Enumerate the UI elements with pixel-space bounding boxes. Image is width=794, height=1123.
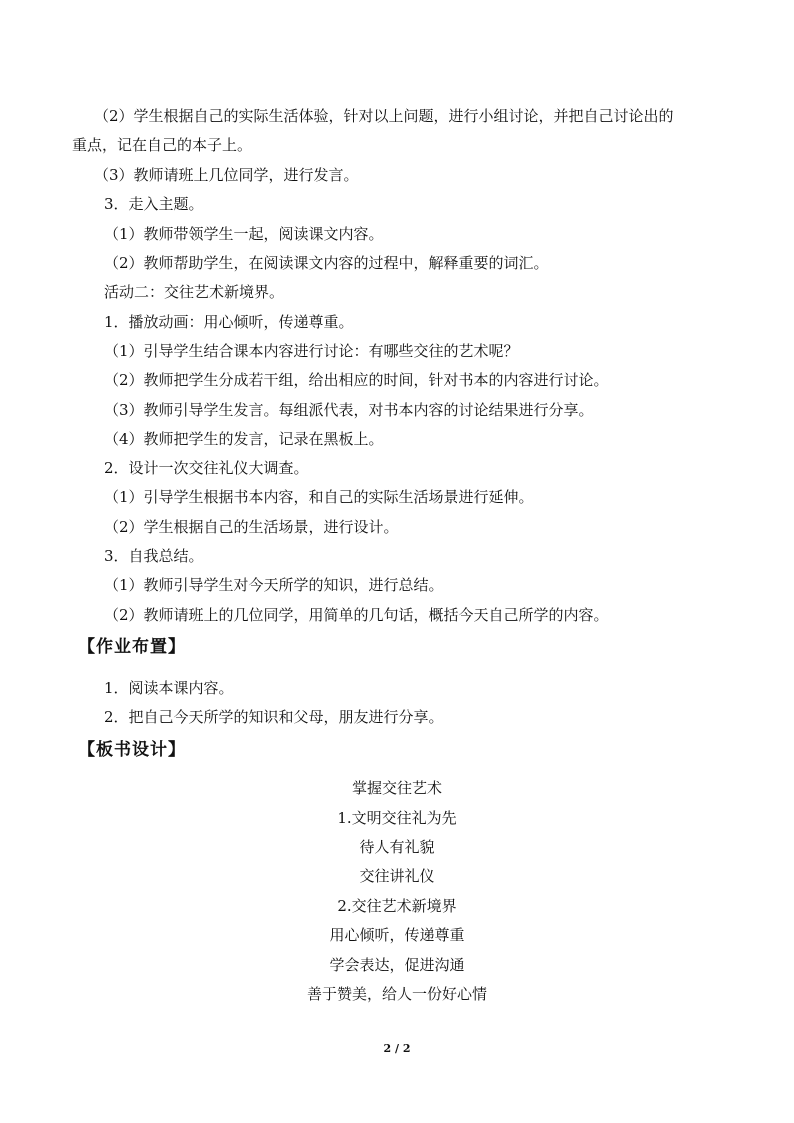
board-line: 掌握交往艺术 bbox=[351, 779, 442, 797]
text-line: （2）学生根据自己的生活场景，进行设计。 bbox=[104, 518, 399, 536]
text-line: 重点，记在自己的本子上。 bbox=[72, 136, 253, 154]
board-line: 交往讲礼仪 bbox=[359, 867, 435, 885]
board-line: 2.交往艺术新境界 bbox=[337, 897, 457, 915]
text-line: （3）教师引导学生发言。每组派代表，对书本内容的讨论结果进行分享。 bbox=[104, 401, 594, 419]
section-heading-homework: 【作业布置】 bbox=[78, 637, 186, 657]
homework-item: 2．把自己今天所学的知识和父母，朋友进行分享。 bbox=[104, 708, 444, 726]
board-line: 待人有礼貌 bbox=[359, 838, 435, 856]
text-line: 3．走入主题。 bbox=[104, 195, 204, 213]
section-heading-board: 【板书设计】 bbox=[78, 740, 186, 760]
text-line: （4）教师把学生的发言，记录在黑板上。 bbox=[104, 430, 384, 448]
board-line: 学会表达，促进沟通 bbox=[329, 956, 465, 974]
text-line: （1）引导学生根据书本内容，和自己的实际生活场景进行延伸。 bbox=[104, 488, 534, 506]
text-line: 1．播放动画：用心倾听，传递尊重。 bbox=[104, 313, 354, 331]
text-line: （2）教师把学生分成若干组，给出相应的时间，针对书本的内容进行讨论。 bbox=[104, 371, 609, 389]
text-line: （1）引导学生结合课本内容进行讨论：有哪些交往的艺术呢？ bbox=[104, 342, 519, 360]
board-line: 1.文明交往礼为先 bbox=[337, 809, 457, 827]
page-number: 2 / 2 bbox=[383, 1042, 411, 1055]
text-line: （2）教师请班上的几位同学，用简单的几句话，概括今天自己所学的内容。 bbox=[104, 606, 609, 624]
text-line: （1）教师带领学生一起，阅读课文内容。 bbox=[104, 225, 384, 243]
text-line: （3）教师请班上几位同学，进行发言。 bbox=[94, 166, 359, 184]
text-line: 3．自我总结。 bbox=[104, 547, 204, 565]
text-line: （2）教师帮助学生，在阅读课文内容的过程中，解释重要的词汇。 bbox=[104, 254, 549, 272]
text-line: 2．设计一次交往礼仪大调查。 bbox=[104, 459, 309, 477]
board-line: 用心倾听，传递尊重 bbox=[329, 926, 465, 944]
board-line: 善于赞美，给人一份好心情 bbox=[306, 985, 487, 1003]
text-line: 活动二：交往艺术新境界。 bbox=[104, 283, 285, 301]
homework-item: 1．阅读本课内容。 bbox=[104, 679, 234, 697]
text-line: （1）教师引导学生对今天所学的知识，进行总结。 bbox=[104, 576, 444, 594]
text-line: （2）学生根据自己的实际生活体验，针对以上问题，进行小组讨论，并把自己讨论出的 bbox=[94, 107, 674, 125]
